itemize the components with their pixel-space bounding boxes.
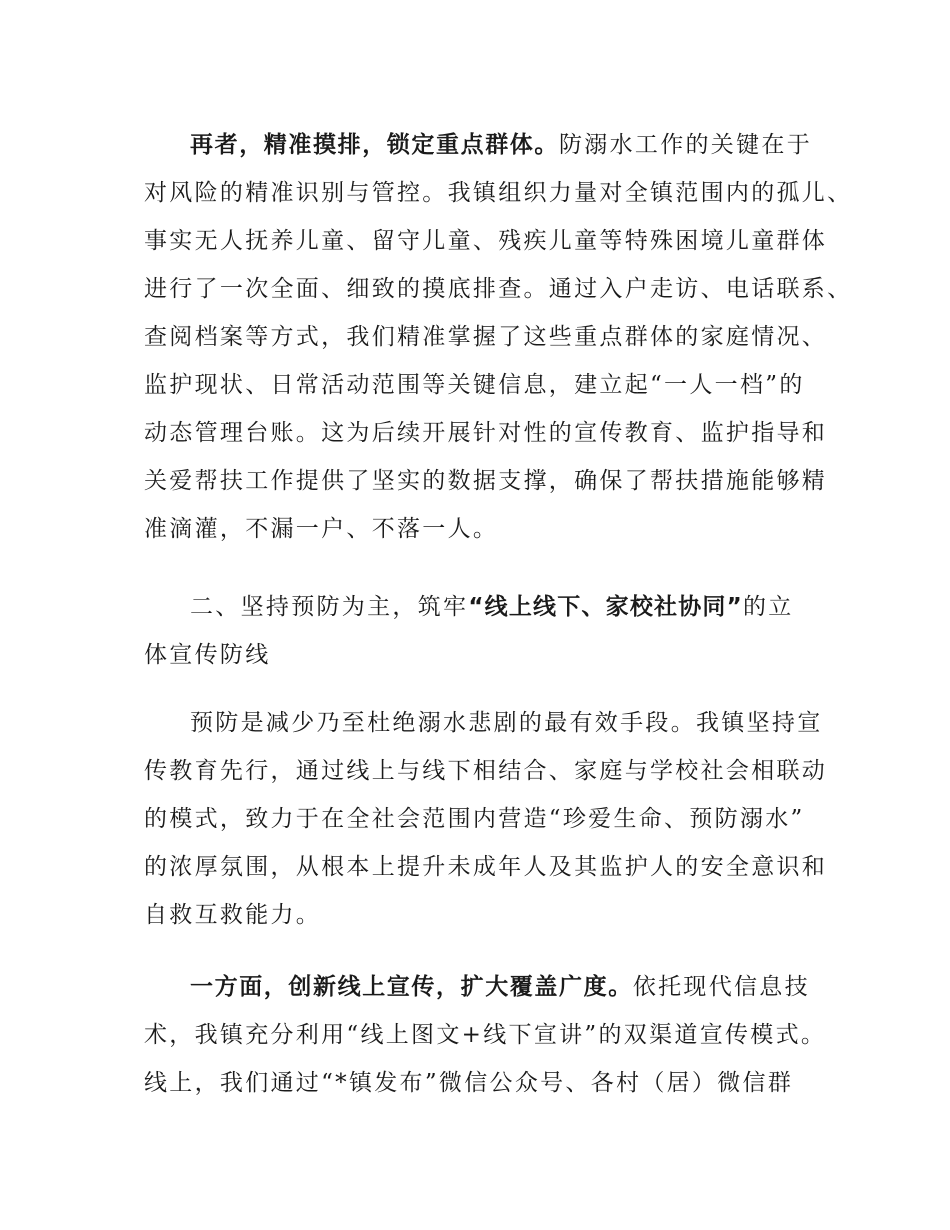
paragraph-line: [190, 130, 812, 160]
heading-text: 二、坚持预防为主，筑牢: [190, 594, 469, 620]
paragraph-line: 查阅档案等方式，我们精准掌握了这些重点群体的家庭情况、: [144, 324, 828, 350]
paragraph-line: 传教育先行，通过线上与线下相结合、家庭与学校社会相联动: [144, 758, 828, 784]
paragraph-lead-heading: 一方面，创新线上宣传，扩大覆盖广度。: [190, 974, 633, 1000]
heading-text: 的立: [742, 594, 794, 620]
paragraph-line: 线上，我们通过“*镇发布”微信公众号、各村（居）微信群: [144, 1070, 794, 1096]
paragraph-line: 术，我镇充分利用“线上图文+线下宣讲”的双渠道宣传模式。: [144, 1022, 827, 1048]
paragraph-line: 准滴灌，不漏一户、不落一人。: [144, 516, 499, 542]
paragraph-line: 预防是减少乃至杜绝溺水悲剧的最有效手段。我镇坚持宣: [190, 710, 823, 736]
paragraph-line: 事实无人抚养儿童、留守儿童、残疾儿童等特殊困境儿童群体: [144, 228, 828, 254]
heading-line: [190, 592, 794, 622]
paragraph-text: 依托现代信息技: [632, 974, 810, 1000]
paragraph-line: 自救互救能力。: [144, 902, 322, 928]
paragraph-lead-heading: 再者，精准摸排，锁定重点群体。: [190, 132, 559, 158]
paragraph-line: 的模式，致力于在全社会范围内营造“珍爱生命、预防溺水”: [144, 806, 805, 832]
paragraph-line: 进行了一次全面、细致的摸底排查。通过入户走访、电话联系、: [144, 276, 853, 302]
paragraph-line: 的浓厚氛围，从根本上提升未成年人及其监护人的安全意识和: [144, 854, 828, 880]
paragraph-line: 关爱帮扶工作提供了坚实的数据支撑，确保了帮扶措施能够精: [144, 468, 828, 494]
paragraph-line: [190, 972, 810, 1002]
paragraph-line: 动态管理台账。这为后续开展针对性的宣传教育、监护指导和: [144, 420, 828, 446]
paragraph-line: 对风险的精准识别与管控。我镇组织力量对全镇范围内的孤儿、: [144, 180, 853, 206]
paragraph-text: 防溺水工作的关键在于: [559, 132, 812, 158]
heading-bold-text: “线上线下、家校社协同”: [468, 594, 743, 620]
paragraph-line: 监护现状、日常活动范围等关键信息，建立起“一人一档”的: [144, 372, 805, 398]
heading-line: 体宣传防线: [144, 642, 271, 668]
